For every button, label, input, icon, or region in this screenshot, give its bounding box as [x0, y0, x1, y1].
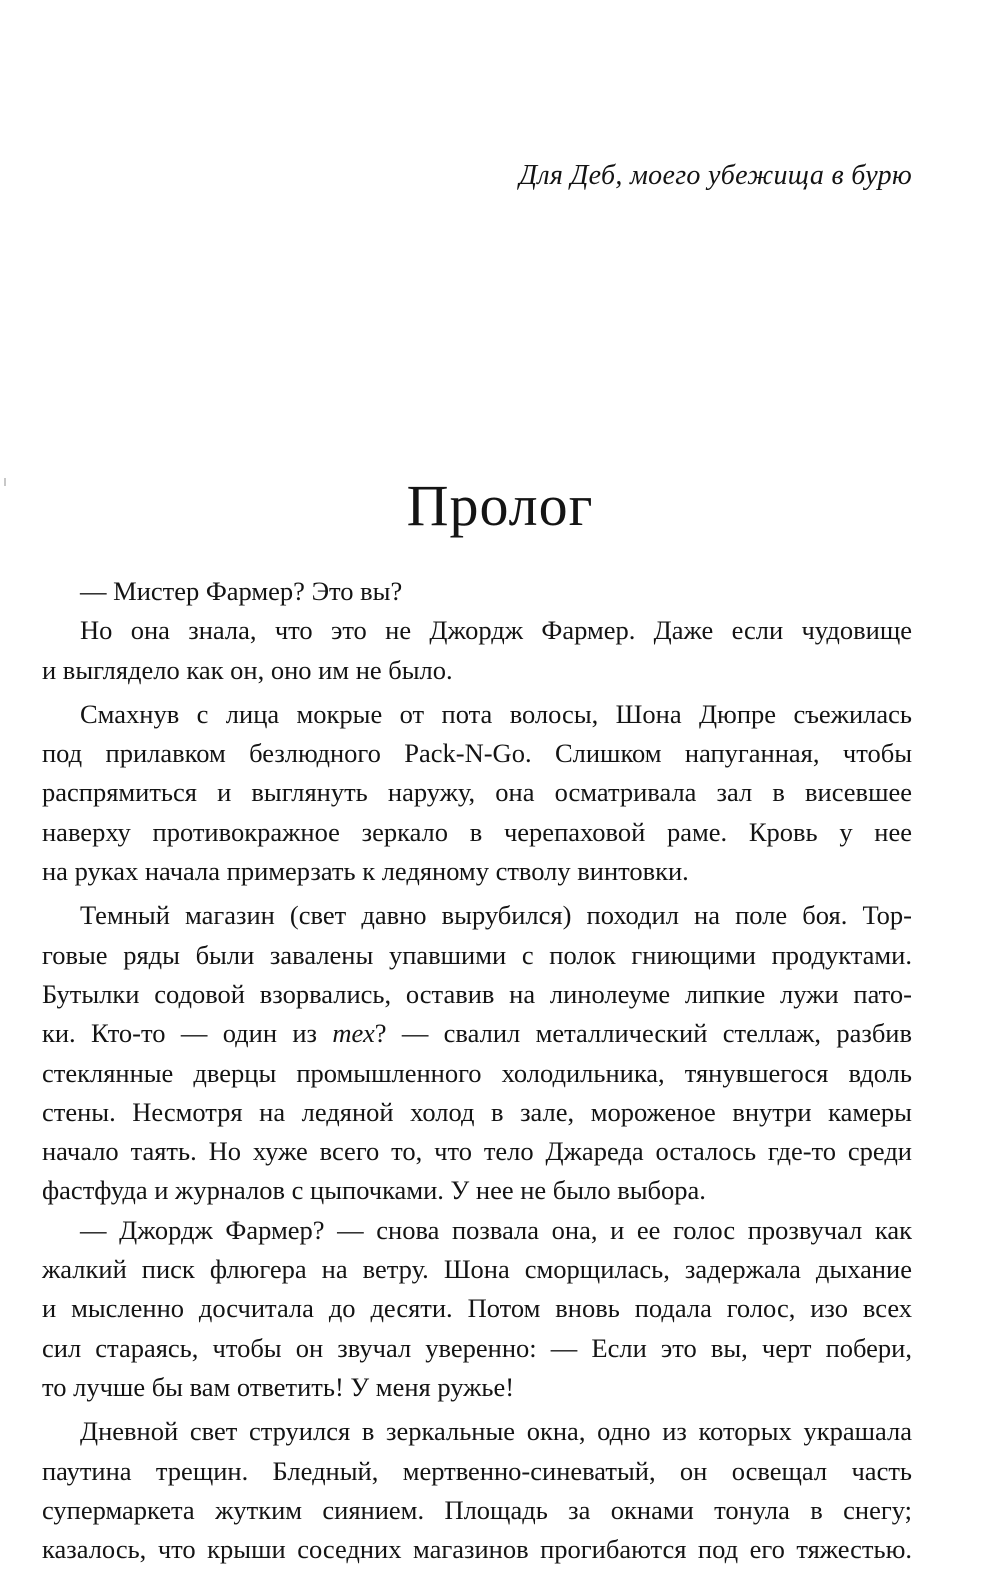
- text-line: супермаркета жутким сиянием. Площадь за окнами тонула в снегу;: [42, 1494, 912, 1525]
- text-line: Но она знала, что это не Джордж Фармер. Даже если чудовище: [80, 615, 912, 646]
- text-line: Бутылки содовой взорвались, оставив на линолеуме липкие лужи пато-: [42, 978, 912, 1009]
- text-line: начало таять. Но хуже всего то, что тело Джареда осталось где-то среди: [42, 1136, 912, 1167]
- text-line: Темный магазин (свет давно вырубился) походил на поле боя. Тор-: [80, 900, 912, 931]
- chapter-title: Пролог: [406, 473, 594, 538]
- text-line: распрямиться и выглянуть наружу, она осматривала зал в висевшее: [42, 777, 912, 808]
- text-line: — Джордж Фармер? — снова позвала она, и ее голос прозвучал как: [80, 1214, 912, 1245]
- text-line: Смахнув с лица мокрые от пота волосы, Шона Дюпре съежилась: [80, 698, 912, 729]
- text-line: паутина трещин. Бледный, мертвенно-синеватый, он освещал часть: [42, 1455, 912, 1486]
- text-line: и мысленно досчитала до десяти. Потом вновь подала голос, изо всех: [42, 1293, 912, 1324]
- dedication: Для Деб, моего убежища в бурю: [519, 160, 912, 191]
- text-fragment: ки. Кто-то — один из: [42, 1018, 318, 1049]
- italic-word: тех: [332, 1018, 375, 1049]
- text-line: и выглядело как он, оно им не было.: [42, 654, 453, 685]
- text-line: стены. Несмотря на ледяной холод в зале, мороженое внутри камеры: [42, 1096, 912, 1127]
- text-fragment: ? — свалил металлический стеллаж, разбив: [374, 1018, 912, 1049]
- text-line: сил стараясь, чтобы он звучал уверенно: — Если это вы, черт побери,: [42, 1332, 912, 1363]
- chapter-body: [42, 572, 912, 1569]
- text-line: то лучше бы вам ответить! У меня ружье!: [42, 1371, 515, 1402]
- text-line: на руках начала примерзать к ледяному стволу винтовки.: [42, 856, 689, 887]
- text-line: стеклянные дверцы промышленного холодильника, тянувшегося вдоль: [42, 1057, 912, 1088]
- text-line: [42, 1014, 912, 1053]
- text-line: Дневной свет струился в зеркальные окна, одно из которых украшала: [80, 1416, 912, 1447]
- text-line: — Мистер Фармер? Это вы?: [80, 576, 403, 606]
- text-line: казалось, что крыши соседних магазинов прогибаются под его тяжестью.: [42, 1534, 912, 1565]
- text-line: жалкий писк флюгера на ветру. Шона сморщилась, задержала дыхание: [42, 1254, 912, 1285]
- text-line: наверху противокражное зеркало в черепаховой раме. Кровь у нее: [42, 816, 912, 847]
- text-line: говые ряды были завалены упавшими с полок гниющими продуктами.: [42, 939, 912, 970]
- text-line: под прилавком безлюдного Pack-N-Go. Слишком напуганная, чтобы: [42, 738, 912, 769]
- text-line: фастфуда и журналов с цыпочками. У нее не было выбора.: [42, 1175, 706, 1206]
